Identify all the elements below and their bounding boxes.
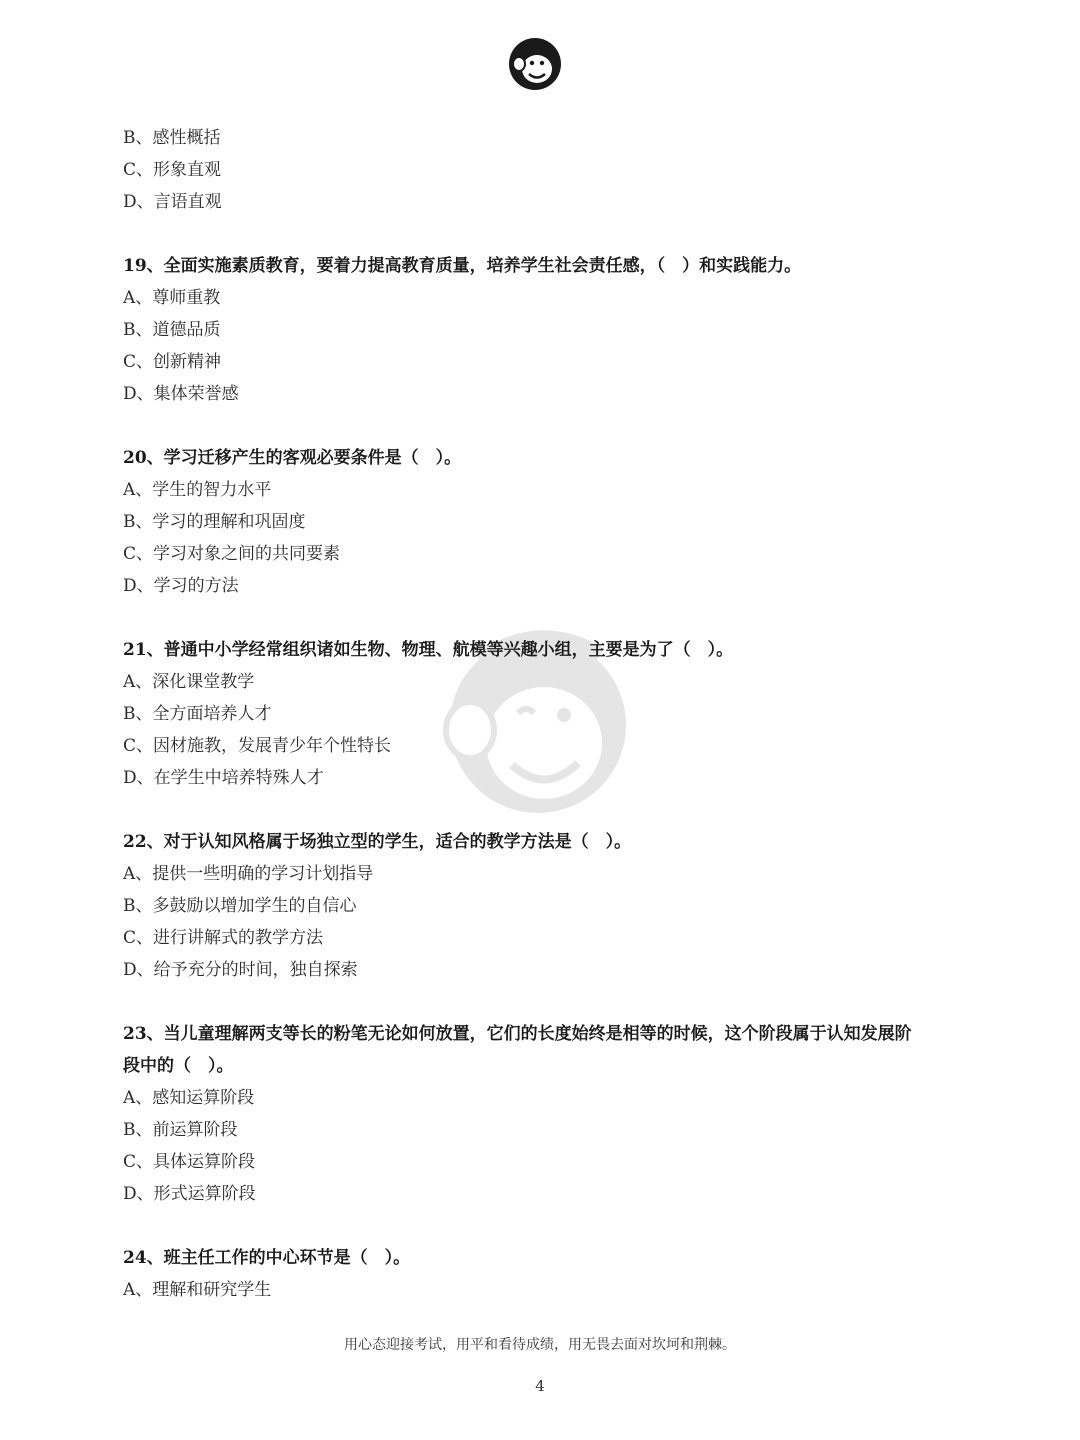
footer-motto: 用心态迎接考试，用平和看待成绩，用无畏去面对坎坷和荆棘。	[344, 1337, 736, 1353]
question-23-line1: 23、当儿童理解两支等长的粉笔无论如何放置，它们的长度始终是相等的时候，这个阶段属于认知发展阶	[123, 1024, 912, 1044]
option-d-prev: D、言语直观	[123, 192, 222, 212]
option-b-prev: B、感性概括	[123, 128, 221, 148]
option-item: A、尊师重教	[123, 288, 221, 308]
question-23-line2: 段中的（ ）。	[123, 1056, 234, 1076]
option-item: D、形式运算阶段	[123, 1184, 256, 1204]
option-item: D、在学生中培养特殊人才	[123, 768, 324, 788]
option-item: B、全方面培养人才	[123, 704, 272, 724]
option-item: A、提供一些明确的学习计划指导	[123, 864, 374, 884]
option-item: B、学习的理解和巩固度	[123, 512, 306, 532]
question-19: 19、全面实施素质教育，要着力提高教育质量，培养学生社会责任感，（ ）和实践能力。	[123, 256, 802, 276]
question-list	[123, 122, 963, 1306]
option-item: B、多鼓励以增加学生的自信心	[123, 896, 357, 916]
chimp-logo-icon	[507, 36, 563, 92]
option-item: C、创新精神	[123, 352, 222, 372]
page-number: 4	[535, 1377, 545, 1395]
option-item: A、理解和研究学生	[123, 1280, 272, 1300]
option-item: A、感知运算阶段	[123, 1088, 255, 1108]
option-item: B、前运算阶段	[123, 1120, 238, 1140]
question-22: 22、对于认知风格属于场独立型的学生，适合的教学方法是（ ）。	[123, 832, 632, 852]
option-item: D、集体荣誉感	[123, 384, 239, 404]
question-20: 20、学习迁移产生的客观必要条件是（ ）。	[123, 448, 462, 468]
option-item: A、学生的智力水平	[123, 480, 272, 500]
option-item: C、学习对象之间的共同要素	[123, 544, 341, 564]
option-item: B、道德品质	[123, 320, 221, 340]
question-21: 21、普通中小学经常组织诸如生物、物理、航模等兴趣小组，主要是为了（ ）。	[123, 640, 734, 660]
option-item: C、因材施教，发展青少年个性特长	[123, 736, 392, 756]
option-item: A、深化课堂教学	[123, 672, 255, 692]
question-24: 24、班主任工作的中心环节是（ ）。	[123, 1248, 411, 1268]
option-item: D、给予充分的时间，独自探索	[123, 960, 358, 980]
option-item: C、进行讲解式的教学方法	[123, 928, 324, 948]
option-item: D、学习的方法	[123, 576, 239, 596]
option-item: C、具体运算阶段	[123, 1152, 256, 1172]
option-c-prev: C、形象直观	[123, 160, 222, 180]
